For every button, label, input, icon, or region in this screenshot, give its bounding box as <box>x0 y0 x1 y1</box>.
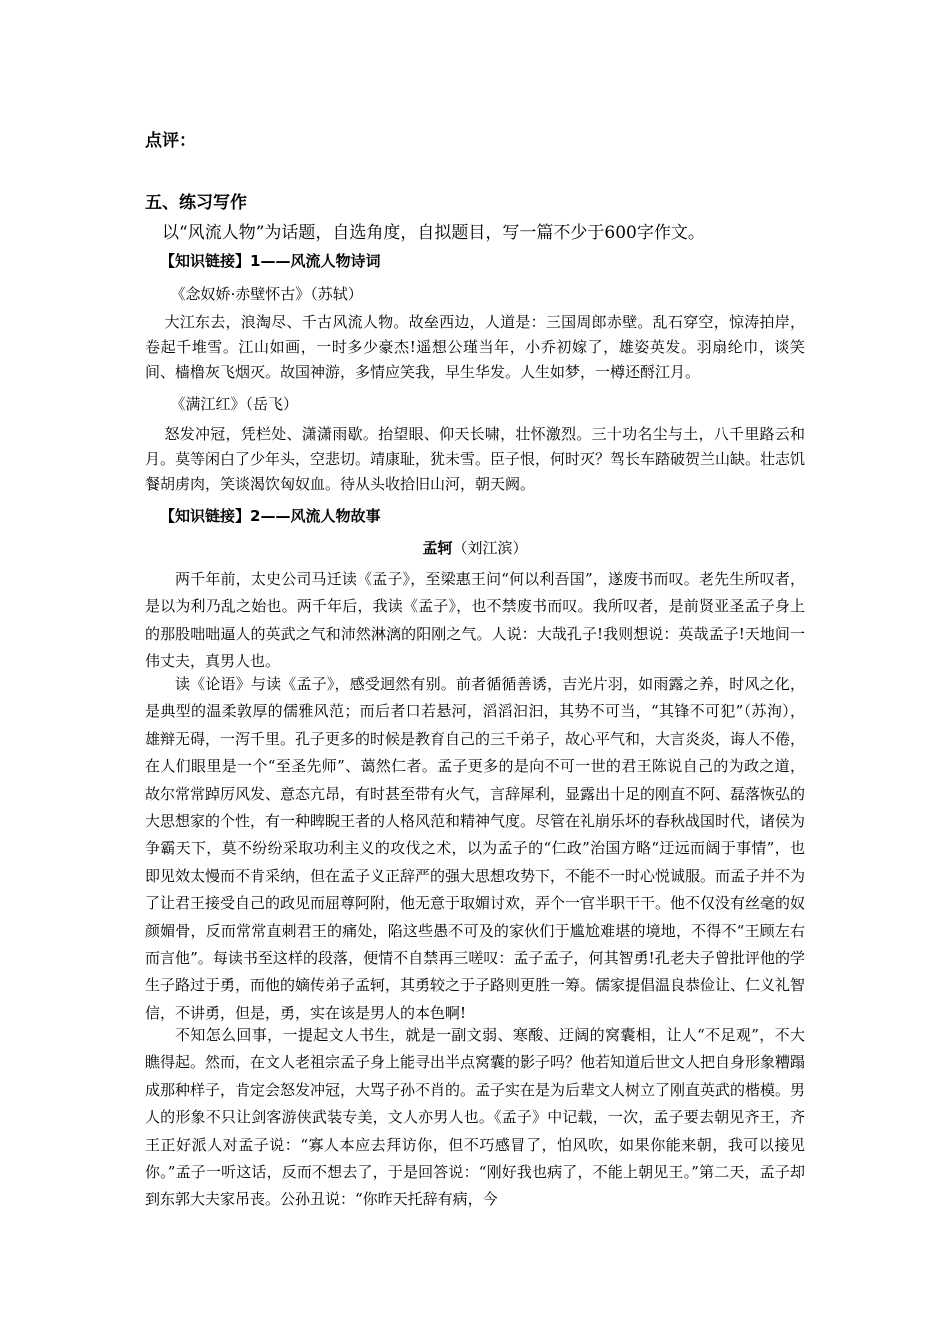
poem-text-2: 怒发冲冠，凭栏处、潇潇雨歇。抬望眼、仰天长啸，壮怀激烈。三十功名尘与土，八千里路云和月。莫等闲白了少年头，空悲切。靖康耻，犹未雪。臣子恨，何时灭？驾长车踏破贺兰山缺。壮志饥餐胡虏肉，笑谈渴饮匈奴血。待从头收拾旧山河，朝天阙。 <box>145 425 806 493</box>
knowledge-link-heading-1: 【知识链接】1——风流人物诗词 <box>160 252 381 270</box>
story-title-line <box>145 537 805 558</box>
poem-title-2: 《满江红》（岳飞） <box>170 395 299 413</box>
comment-label: 点评： <box>145 131 196 151</box>
story-author: （刘江滨） <box>452 539 528 557</box>
story-title: 孟轲 <box>422 539 453 557</box>
writing-prompt: 以“风流人物”为话题，自选角度，自拟题目，写一篇不少于600字作文。 <box>162 223 705 243</box>
story-paragraph-2: 读《论语》与读《孟子》，感受迥然有别。前者循循善诱，吉光片羽，如雨露之养，时风之化，是典型的温柔敦厚的儒雅风范；而后者口若悬河，滔滔汩汩，其势不可当，“其锋不可犯”（苏洵），雄辩无碍，一泻千里。孔子更多的时候是教育自己的三千弟子，故心平气和，大言炎炎，诲人不倦，在人们眼里是一个“至圣先师”、蔼然仁者。孟子更多的是向不可一世的君王陈说自己的为政之道，故尔常常踔厉风发、意态亢昂，有时甚至带有火气，言辞犀利，显露出十足的刚直不阿、磊落恢弘的大思想家的个性，有一种睥睨王者的人格风范和精神气度。尽管在礼崩乐坏的春秋战国时代，诸侯为争霸天下，莫不纷纷采取功利主义的攻伐之术，以为孟子的“仁政”治国方略“迂远而阔于事情”，也即见效太慢而不肯采纳，但在孟子义正辞严的强大思想攻势下，不能不一时心悦诚服。而孟子并不为了让君王接受自己的政见而屈尊阿附，他无意于取媚讨欢，弄个一官半职干干。他不仅没有丝毫的奴颜媚骨，反而常常直刺君王的痛处，陷这些愚不可及的家伙们于尴尬难堪的境地，不得不“王顾左右而言他”。每读书至这样的段落，便情不自禁再三嗟叹：孟子孟子，何其智勇!孔老夫子曾批评他的学生子路过于勇，而他的嫡传弟子孟轲，其勇较之于子路则更胜一筹。儒家提倡温良恭俭让、仁义礼智信，不讲勇，但是，勇，实在该是男人的本色啊! <box>145 675 806 1022</box>
section-heading: 五、练习写作 <box>145 193 247 213</box>
poem-title-1: 《念奴娇·赤壁怀古》（苏轼） <box>170 285 363 303</box>
story-paragraph-3: 不知怎么回事，一提起文人书生，就是一副文弱、寒酸、迂阔的窝囊相，让人“不足观”，不大瞧得起。然而，在文人老祖宗孟子身上能寻出半点窝囊的影子吗？他若知道后世文人把自身形象糟蹋成那种样子，肯定会怒发冲冠，大骂子孙不肖的。孟子实在是为后辈文人树立了刚直英武的楷模。男人的形象不只让剑客游侠武装专美，文人亦男人也。《孟子》中记载，一次，孟子要去朝见齐王，齐王正好派人对孟子说：“寡人本应去拜访你，但不巧感冒了，怕风吹，如果你能来朝，我可以接见你。”孟子一听这话，反而不想去了，于是回答说：“刚好我也病了，不能上朝见王。”第二天，孟子却到东郭大夫家吊丧。公孙丑说：“你昨天托辞有病，今 <box>145 1026 806 1209</box>
knowledge-link-heading-2: 【知识链接】2——风流人物故事 <box>160 507 381 525</box>
poem-text-1: 大江东去，浪淘尽、千古风流人物。故垒西边，人道是：三国周郎赤壁。乱石穿空，惊涛拍岸，卷起千堆雪。江山如画，一时多少豪杰!遥想公瑾当年，小乔初嫁了，雄姿英发。羽扇纶巾，谈笑间、樯橹灰飞烟灭。故国神游，多情应笑我，早生华发。人生如梦，一樽还酹江月。 <box>145 313 805 381</box>
story-paragraph-1: 两千年前，太史公司马迁读《孟子》，至梁惠王问“何以利吾国”，遂废书而叹。老先生所叹者，是以为利乃乱之始也。两千年后，我读《孟子》，也不禁废书而叹。我所叹者，是前贤亚圣孟子身上的那股咄咄逼人的英武之气和沛然淋漓的阳刚之气。人说：大哉孔子!我则想说：英哉孟子!天地间一伟丈夫，真男人也。 <box>145 570 805 671</box>
